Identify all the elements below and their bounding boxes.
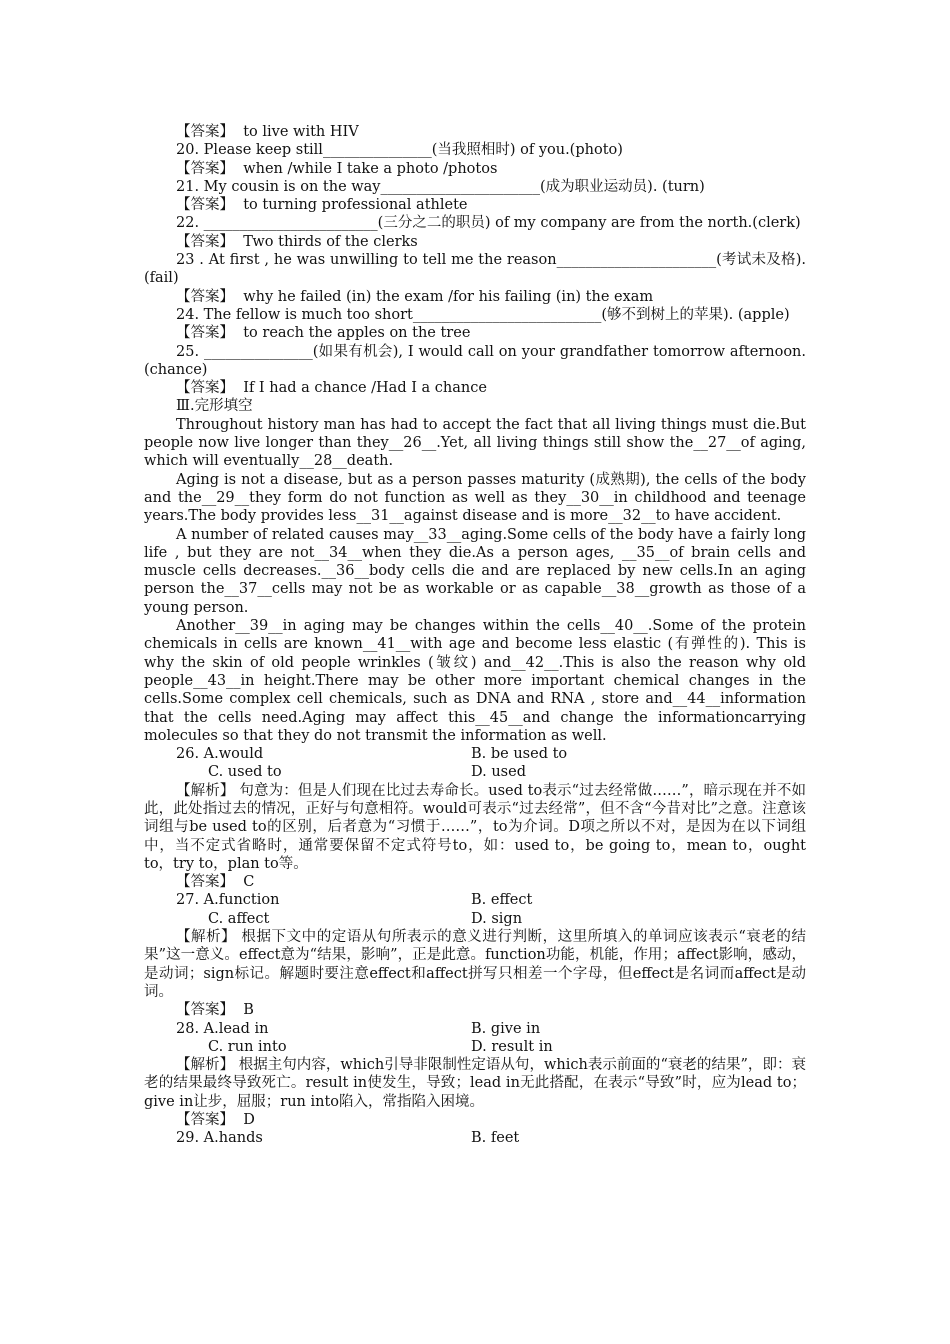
paragraph: 【解析】 根据下文中的定语从句所表示的意义进行判断，这里所填入的单词应该表示“衰老的结果”这一意义。effect意为“结果，影响”，正是此意。function功能，机能，作用；affect影响，感动，是动词；sign标记。解题时要注意effect和affect拼写只相差一个字母，但effect是名词而affect是动词。 — [144, 929, 806, 1000]
option-left: C. affect — [208, 910, 270, 927]
text-line: 【答案】 to turning professional athlete — [176, 197, 468, 214]
paragraph: 【解析】 句意为：但是人们现在比过去寿命长。used to表示“过去经常做……”，暗示现在并不如此，此处指过去的情况，正好与句意相符。would可表示“过去经常”，但不含“今昔对比”之意。注意该词组与be used to的区别，后者意为“习惯于……”，to为介词。D项之所以不对，是因为在以下词组中，当不定式省略时，通常要保留不定式符号to，如：used to，be going to，mean to，ought to，try to，plan to等。 — [144, 782, 806, 872]
text-line: 20. Please keep still_______________(当我照相时) of you.(photo) — [176, 142, 623, 159]
paragraph: 22. ________________________(三分之二的职员) of my company are from the north.(clerk) — [176, 215, 801, 232]
paragraph: 25. _______________(如果有机会), I would call on your grandfather tomorrow afternoon.(chance) — [144, 343, 806, 378]
option-row — [144, 745, 806, 763]
text-line: 【答案】 to reach the apples on the tree — [176, 325, 471, 342]
paragraph: Throughout history man has had to accept the fact that all living things must die.But people now live longer than they__26__.Yet, all living things still show the__27__of aging, which will eventually__28__death. — [144, 416, 806, 470]
text-line: 21. My cousin is on the way______________________(成为职业运动员). (turn) — [176, 178, 705, 195]
option-row — [144, 910, 806, 928]
paragraph: Another__39__in aging may be changes within the cells__40__.Some of the protein chemicals in cells are known__41__with age and become less elastic (有弹性的). This is why the skin of old people wrinkles (皱纹) and__42__.This is also the reason why old people__43__in height.There may be other more important chemical changes in the cells.Some complex cell chemicals, such as DNA and RNA , store and__44__information that the cells need.Aging may affect this__45__and change the informationcarrying molecules so that they do not transmit the information as well. — [144, 618, 806, 744]
option-right: B. effect — [471, 892, 533, 909]
paragraph: Aging is not a disease, but as a person passes maturity (成熟期), the cells of the body and the__29__they form do not function as well as they__30__in childhood and teenage years.The body provides less__31__against disease and is more__32__to have accident. — [144, 471, 806, 525]
option-left: 29. A.hands — [176, 1130, 263, 1147]
option-left: C. used to — [208, 764, 282, 781]
text-line: 【答案】 C — [176, 874, 255, 891]
text-line: 【答案】 If I had a chance /Had I a chance — [176, 380, 487, 397]
option-right: D. used — [471, 764, 526, 781]
option-left: C. run into — [208, 1038, 287, 1055]
option-row — [144, 1020, 806, 1038]
document-body — [144, 123, 806, 1148]
option-right: B. feet — [471, 1130, 520, 1147]
option-left: 26. A.would — [176, 746, 264, 763]
option-right: B. be used to — [471, 746, 568, 763]
text-line: Ⅲ.完形填空 — [176, 398, 253, 415]
text-line: 【答案】 Two thirds of the clerks — [176, 233, 418, 250]
option-row — [144, 763, 806, 781]
paragraph: A number of related causes may__33__aging.Some cells of the body have a fairly long life , but they are not__34__when they die.As a person ages, __35__of brain cells and muscle cells decreases.__36__body cells die and are replaced by new cells.In an aging person the__37__cells may not be as workable or as capable__38__growth as those of a young person. — [144, 526, 806, 616]
option-row — [144, 1038, 806, 1056]
option-right: B. give in — [471, 1020, 541, 1037]
option-left: 27. A.function — [176, 892, 280, 909]
text-line: 【答案】 to live with HIV — [176, 124, 359, 140]
text-line: 【答案】 when /while I take a photo /photos — [176, 160, 498, 177]
option-left: 28. A.lead in — [176, 1020, 269, 1037]
option-right: D. sign — [471, 910, 523, 927]
text-line: 【答案】 why he failed (in) the exam /for his failing (in) the exam — [176, 288, 654, 305]
option-right: D. result in — [471, 1038, 553, 1055]
text-line: 【答案】 B — [176, 1002, 254, 1019]
paragraph: 【解析】 根据主句内容，which引导非限制性定语从句，which表示前面的“衰老的结果”，即：衰老的结果最终导致死亡。result in使发生，导致；lead in无此搭配，在表示“导致”时，应为lead to；give in让步，屈服；run into陷入，常指陷入困境。 — [144, 1057, 806, 1110]
paragraph: 24. The fellow is much too short__________________________(够不到树上的苹果). (apple) — [176, 306, 790, 323]
paragraph: 23 . At first , he was unwilling to tell me the reason______________________(考试未及格). (fail) — [144, 252, 806, 287]
option-row — [144, 891, 806, 909]
text-line: 【答案】 D — [176, 1112, 255, 1129]
option-row — [144, 1129, 806, 1147]
